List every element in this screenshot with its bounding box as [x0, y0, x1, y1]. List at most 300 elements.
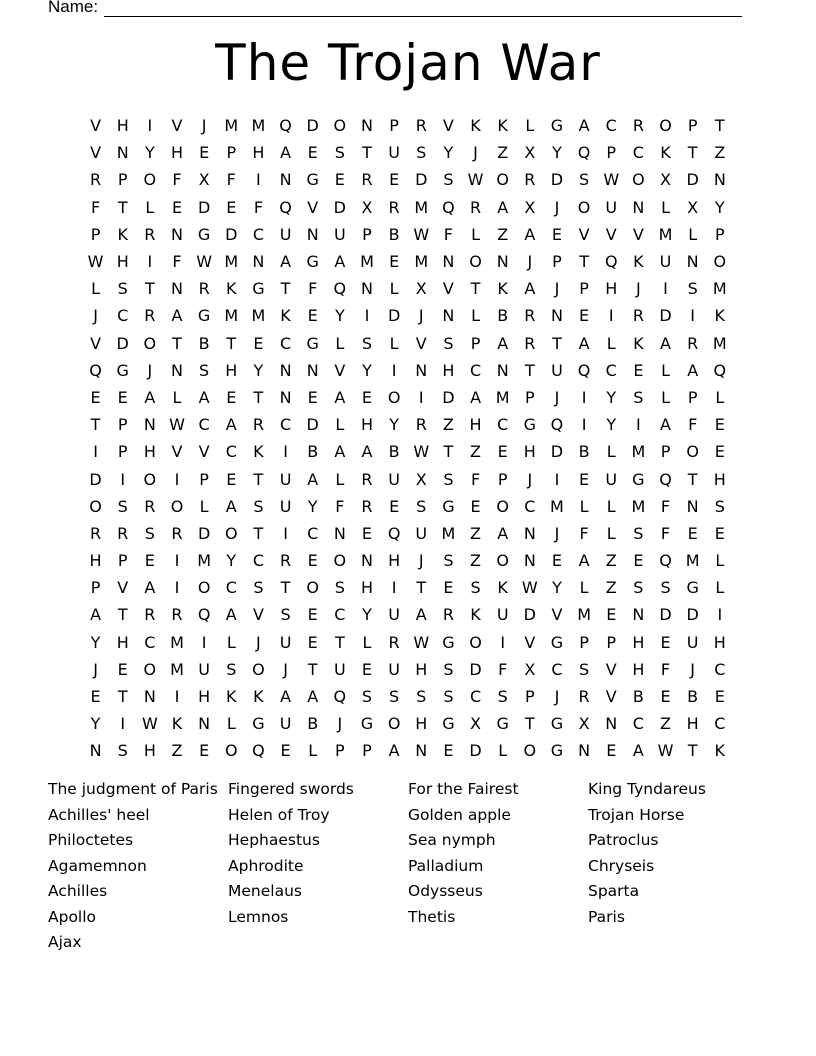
- grid-letter: C: [632, 714, 644, 734]
- grid-letter: T: [334, 632, 345, 652]
- word-list: [48, 777, 768, 956]
- grid-letter: S: [361, 687, 373, 707]
- grid-letter: F: [498, 659, 508, 679]
- grid-letter: H: [170, 143, 183, 163]
- grid-letter: E: [361, 523, 373, 543]
- grid-letter: C: [334, 605, 346, 625]
- grid-letter: S: [361, 333, 373, 353]
- grid-letter: V: [605, 687, 617, 707]
- grid-letter: E: [334, 170, 345, 190]
- grid-letter: I: [120, 714, 126, 734]
- grid-letter: D: [116, 333, 129, 353]
- grid-letter: S: [117, 496, 128, 516]
- grid-letter: I: [391, 578, 397, 598]
- grid-letter: V: [632, 224, 644, 244]
- grid-letter: J: [418, 551, 424, 571]
- grid-letter: R: [198, 279, 210, 299]
- grid-letter: P: [524, 387, 535, 407]
- grid-letter: N: [686, 252, 699, 272]
- grid-letter: Y: [253, 360, 264, 380]
- grid-letter: H: [360, 578, 373, 598]
- word-list-item: Sea nymph: [408, 831, 496, 849]
- grid-letter: E: [199, 741, 210, 761]
- word-list-item: Odysseus: [408, 882, 483, 900]
- grid-letter: J: [636, 279, 641, 299]
- grid-letter: O: [89, 496, 102, 516]
- grid-letter: T: [253, 469, 264, 489]
- grid-row: [82, 574, 734, 601]
- grid-letter: U: [388, 659, 400, 679]
- grid-letter: F: [253, 197, 264, 217]
- grid-letter: R: [524, 333, 536, 353]
- grid-letter: M: [360, 252, 374, 272]
- grid-letter: L: [498, 741, 508, 761]
- grid-letter: Y: [307, 496, 318, 516]
- grid-letter: G: [632, 469, 645, 489]
- name-label: Name:: [48, 0, 99, 16]
- grid-letter: E: [551, 224, 563, 244]
- grid-letter: N: [279, 170, 292, 190]
- grid-letter: V: [578, 224, 590, 244]
- grid-letter: M: [631, 496, 646, 516]
- grid-letter: T: [117, 687, 128, 707]
- grid-letter: A: [524, 279, 536, 299]
- grid-letter: F: [172, 252, 182, 272]
- grid-letter: A: [334, 252, 346, 272]
- grid-letter: G: [686, 578, 699, 598]
- grid-letter: N: [442, 306, 455, 326]
- grid-letter: N: [279, 360, 292, 380]
- grid-row: [82, 411, 734, 438]
- grid-letter: H: [116, 632, 129, 652]
- grid-letter: M: [441, 523, 456, 543]
- grid-letter: Q: [333, 279, 347, 299]
- word-list-item: Thetis: [408, 907, 456, 926]
- grid-letter: W: [521, 578, 538, 598]
- grid-letter: L: [661, 360, 670, 380]
- grid-letter: Q: [550, 415, 564, 435]
- grid-letter: K: [470, 116, 481, 136]
- grid-letter: I: [717, 605, 723, 625]
- grid-letter: M: [224, 306, 239, 326]
- grid-letter: I: [283, 523, 288, 543]
- grid-letter: E: [307, 605, 318, 625]
- grid-letter: Q: [577, 143, 591, 163]
- grid-letter: O: [224, 741, 238, 761]
- grid-letter: Q: [387, 523, 401, 543]
- grid-letter: T: [362, 143, 372, 163]
- grid-letter: L: [661, 197, 670, 217]
- grid-letter: N: [171, 279, 183, 299]
- grid-letter: B: [388, 224, 400, 244]
- grid-letter: J: [201, 116, 207, 136]
- grid-letter: L: [715, 387, 725, 407]
- grid-letter: Q: [659, 469, 672, 489]
- grid-letter: D: [333, 197, 346, 217]
- grid-letter: I: [174, 469, 180, 489]
- grid-letter: C: [279, 333, 292, 353]
- grid-letter: H: [360, 415, 373, 435]
- grid-letter: A: [225, 605, 237, 625]
- grid-letter: P: [389, 116, 399, 136]
- grid-letter: F: [660, 496, 671, 516]
- grid-letter: J: [527, 469, 533, 489]
- grid-row: [82, 465, 734, 492]
- grid-letter: L: [335, 333, 345, 353]
- grid-row: [82, 112, 734, 139]
- grid-letter: N: [143, 415, 156, 435]
- grid-letter: D: [686, 170, 699, 190]
- grid-letter: E: [389, 170, 400, 190]
- grid-letter: Y: [90, 632, 101, 652]
- grid-letter: V: [605, 224, 617, 244]
- grid-letter: E: [307, 551, 318, 571]
- grid-letter: I: [147, 116, 153, 136]
- grid-letter: E: [199, 143, 210, 163]
- grid-letter: P: [199, 469, 209, 489]
- grid-letter: J: [690, 659, 696, 679]
- grid-letter: S: [714, 496, 725, 516]
- word-list-item: Golden apple: [408, 805, 511, 824]
- grid-letter: Z: [497, 143, 509, 163]
- grid-letter: Q: [659, 551, 672, 571]
- grid-letter: D: [469, 659, 482, 679]
- grid-letter: O: [632, 170, 645, 190]
- grid-letter: E: [579, 306, 590, 326]
- grid-letter: I: [418, 387, 424, 407]
- grid-letter: A: [225, 415, 237, 435]
- grid-letter: B: [307, 714, 319, 734]
- word-list-item: [588, 930, 768, 956]
- grid-letter: T: [307, 659, 318, 679]
- grid-letter: A: [578, 551, 590, 571]
- grid-letter: B: [198, 333, 210, 353]
- grid-letter: L: [335, 415, 345, 435]
- word-list-item: Apollo: [48, 907, 97, 926]
- grid-letter: L: [606, 442, 616, 462]
- grid-letter: I: [147, 252, 153, 272]
- name-underline[interactable]: [104, 2, 742, 17]
- grid-letter: G: [197, 224, 211, 244]
- grid-letter: H: [632, 659, 645, 679]
- grid-letter: D: [469, 741, 482, 761]
- grid-letter: E: [579, 469, 590, 489]
- grid-letter: M: [712, 333, 727, 353]
- grid-letter: M: [170, 632, 184, 652]
- grid-letter: X: [578, 714, 590, 734]
- grid-letter: M: [251, 116, 266, 136]
- grid-letter: V: [90, 143, 102, 163]
- grid-letter: U: [388, 143, 400, 163]
- grid-letter: R: [144, 496, 156, 516]
- grid-letter: K: [226, 279, 237, 299]
- grid-letter: E: [361, 387, 373, 407]
- word-list-item: Agamemnon: [48, 856, 147, 875]
- grid-letter: C: [714, 714, 726, 734]
- grid-letter: H: [605, 279, 618, 299]
- grid-letter: D: [197, 197, 211, 217]
- grid-letter: H: [388, 551, 401, 571]
- grid-row: [82, 139, 734, 166]
- grid-letter: Z: [470, 442, 482, 462]
- grid-letter: G: [442, 496, 455, 516]
- grid-letter: W: [141, 714, 158, 734]
- grid-letter: S: [470, 578, 481, 598]
- grid-letter: R: [144, 224, 156, 244]
- grid-letter: S: [226, 659, 237, 679]
- grid-letter: O: [143, 469, 157, 489]
- grid-letter: L: [661, 387, 670, 407]
- grid-letter: Z: [605, 551, 617, 571]
- grid-letter: Q: [442, 197, 455, 217]
- grid-letter: X: [415, 279, 427, 299]
- grid-letter: D: [659, 306, 672, 326]
- grid-letter: J: [554, 523, 560, 543]
- grid-letter: K: [171, 714, 183, 734]
- grid-letter: C: [497, 415, 509, 435]
- grid-letter: L: [389, 279, 399, 299]
- grid-letter: G: [523, 415, 537, 435]
- grid-letter: X: [524, 143, 536, 163]
- grid-letter: C: [469, 687, 482, 707]
- grid-letter: C: [225, 442, 237, 462]
- grid-letter: N: [442, 252, 455, 272]
- grid-letter: S: [579, 170, 590, 190]
- grid-letter: U: [279, 224, 292, 244]
- grid-letter: A: [660, 333, 671, 353]
- grid-letter: P: [579, 632, 589, 652]
- grid-letter: C: [307, 523, 319, 543]
- grid-letter: U: [279, 714, 292, 734]
- grid-letter: K: [714, 741, 726, 761]
- grid-letter: I: [690, 306, 696, 326]
- grid-letter: N: [171, 224, 183, 244]
- grid-letter: G: [116, 360, 129, 380]
- grid-letter: I: [93, 442, 98, 462]
- grid-letter: M: [658, 224, 673, 244]
- grid-letter: N: [89, 741, 102, 761]
- grid-letter: L: [606, 496, 616, 516]
- grid-letter: A: [225, 496, 237, 516]
- grid-letter: A: [334, 387, 346, 407]
- grid-letter: E: [497, 442, 508, 462]
- grid-letter: V: [117, 578, 129, 598]
- grid-letter: L: [525, 116, 535, 136]
- grid-letter: U: [415, 523, 428, 543]
- grid-letter: O: [170, 496, 184, 516]
- grid-letter: Z: [660, 714, 671, 734]
- grid-letter: T: [144, 279, 155, 299]
- word-list-item: Aphrodite: [228, 856, 304, 875]
- grid-letter: E: [633, 360, 644, 380]
- grid-letter: I: [283, 442, 288, 462]
- grid-letter: C: [252, 551, 264, 571]
- grid-letter: C: [144, 632, 156, 652]
- word-list-item: Lemnos: [228, 907, 289, 926]
- grid-letter: N: [360, 279, 373, 299]
- grid-letter: C: [605, 360, 617, 380]
- grid-row: [82, 330, 734, 357]
- grid-letter: S: [334, 143, 345, 163]
- grid-letter: S: [443, 170, 454, 190]
- grid-letter: N: [632, 605, 645, 625]
- grid-letter: I: [581, 387, 587, 407]
- grid-letter: I: [554, 469, 560, 489]
- grid-letter: F: [443, 224, 453, 244]
- grid-letter: R: [388, 632, 400, 652]
- grid-letter: D: [225, 224, 238, 244]
- grid-letter: Y: [552, 143, 562, 163]
- grid-letter: X: [687, 197, 699, 217]
- grid-letter: O: [333, 116, 347, 136]
- grid-letter: X: [660, 170, 671, 190]
- grid-letter: J: [473, 143, 478, 163]
- grid-letter: U: [279, 496, 292, 516]
- grid-letter: T: [579, 252, 589, 272]
- grid-letter: P: [117, 170, 128, 190]
- grid-row: [82, 302, 734, 329]
- grid-letter: Y: [362, 360, 372, 380]
- grid-row: [82, 357, 734, 384]
- grid-letter: M: [224, 252, 239, 272]
- grid-letter: N: [252, 252, 265, 272]
- grid-letter: T: [226, 333, 237, 353]
- grid-letter: E: [714, 687, 725, 707]
- grid-letter: E: [226, 197, 237, 217]
- grid-letter: P: [117, 551, 128, 571]
- grid-letter: H: [713, 632, 726, 652]
- grid-letter: E: [551, 551, 563, 571]
- grid-letter: A: [660, 415, 671, 435]
- grid-letter: T: [117, 605, 128, 625]
- grid-letter: E: [307, 632, 318, 652]
- grid-letter: V: [198, 442, 210, 462]
- grid-letter: W: [657, 741, 674, 761]
- grid-letter: H: [686, 714, 699, 734]
- grid-letter: A: [415, 605, 427, 625]
- grid-letter: B: [497, 306, 509, 326]
- grid-letter: J: [554, 387, 560, 407]
- grid-letter: S: [633, 523, 644, 543]
- grid-letter: D: [197, 523, 211, 543]
- grid-letter: E: [117, 659, 128, 679]
- grid-letter: V: [442, 116, 454, 136]
- grid-letter: E: [443, 741, 454, 761]
- grid-letter: F: [172, 170, 182, 190]
- grid-letter: U: [279, 469, 292, 489]
- grid-letter: Q: [279, 197, 292, 217]
- grid-letter: P: [226, 143, 237, 163]
- grid-letter: N: [306, 360, 319, 380]
- grid-letter: S: [389, 687, 400, 707]
- grid-letter: A: [144, 578, 156, 598]
- grid-letter: Z: [714, 143, 726, 163]
- grid-letter: P: [687, 116, 698, 136]
- grid-letter: E: [714, 415, 725, 435]
- grid-letter: U: [686, 632, 699, 652]
- grid-letter: S: [443, 687, 454, 707]
- name-field[interactable]: [48, 0, 742, 17]
- grid-row: [82, 248, 734, 275]
- word-list-item: [408, 930, 588, 956]
- grid-letter: Q: [577, 360, 591, 380]
- grid-letter: G: [306, 333, 319, 353]
- grid-letter: O: [143, 659, 157, 679]
- grid-letter: A: [307, 469, 319, 489]
- grid-letter: F: [660, 659, 671, 679]
- grid-letter: S: [416, 143, 427, 163]
- grid-letter: T: [280, 279, 291, 299]
- grid-letter: A: [497, 197, 509, 217]
- grid-letter: P: [497, 469, 508, 489]
- grid-letter: M: [685, 551, 700, 571]
- grid-letter: I: [608, 306, 614, 326]
- grid-letter: E: [171, 197, 183, 217]
- grid-letter: P: [687, 387, 698, 407]
- grid-letter: L: [335, 469, 345, 489]
- grid-letter: I: [364, 306, 370, 326]
- grid-letter: K: [280, 306, 291, 326]
- grid-letter: S: [416, 496, 427, 516]
- grid-letter: S: [660, 578, 671, 598]
- grid-letter: G: [550, 116, 564, 136]
- grid-letter: I: [663, 279, 668, 299]
- grid-letter: T: [687, 143, 698, 163]
- grid-letter: K: [497, 279, 508, 299]
- grid-letter: R: [90, 170, 102, 190]
- grid-letter: C: [524, 496, 536, 516]
- grid-letter: C: [252, 224, 264, 244]
- grid-letter: E: [90, 687, 101, 707]
- grid-letter: Y: [606, 415, 617, 435]
- grid-letter: O: [523, 741, 537, 761]
- grid-letter: V: [307, 197, 319, 217]
- grid-letter: F: [226, 170, 236, 190]
- grid-letter: Z: [171, 741, 183, 761]
- grid-letter: M: [224, 116, 239, 136]
- grid-letter: X: [361, 197, 373, 217]
- grid-letter: D: [550, 170, 564, 190]
- grid-letter: U: [333, 224, 346, 244]
- grid-letter: I: [174, 551, 180, 571]
- grid-letter: S: [144, 523, 155, 543]
- grid-letter: X: [415, 469, 427, 489]
- grid-letter: E: [253, 333, 264, 353]
- grid-letter: U: [333, 659, 346, 679]
- grid-letter: M: [414, 197, 429, 217]
- grid-letter: R: [632, 116, 644, 136]
- grid-letter: U: [198, 659, 210, 679]
- grid-letter: L: [389, 333, 399, 353]
- grid-letter: P: [90, 578, 101, 598]
- grid-letter: E: [389, 496, 400, 516]
- grid-letter: S: [443, 551, 454, 571]
- grid-letter: H: [469, 415, 482, 435]
- grid-letter: X: [524, 659, 536, 679]
- grid-letter: O: [306, 578, 319, 598]
- grid-letter: N: [306, 224, 319, 244]
- grid-letter: P: [117, 442, 128, 462]
- grid-letter: S: [497, 687, 508, 707]
- grid-letter: V: [171, 442, 183, 462]
- grid-letter: O: [713, 252, 727, 272]
- grid-letter: E: [606, 741, 617, 761]
- grid-letter: T: [253, 387, 264, 407]
- grid-letter: I: [201, 632, 207, 652]
- grid-letter: A: [280, 687, 292, 707]
- grid-letter: Q: [604, 252, 618, 272]
- grid-letter: V: [334, 360, 346, 380]
